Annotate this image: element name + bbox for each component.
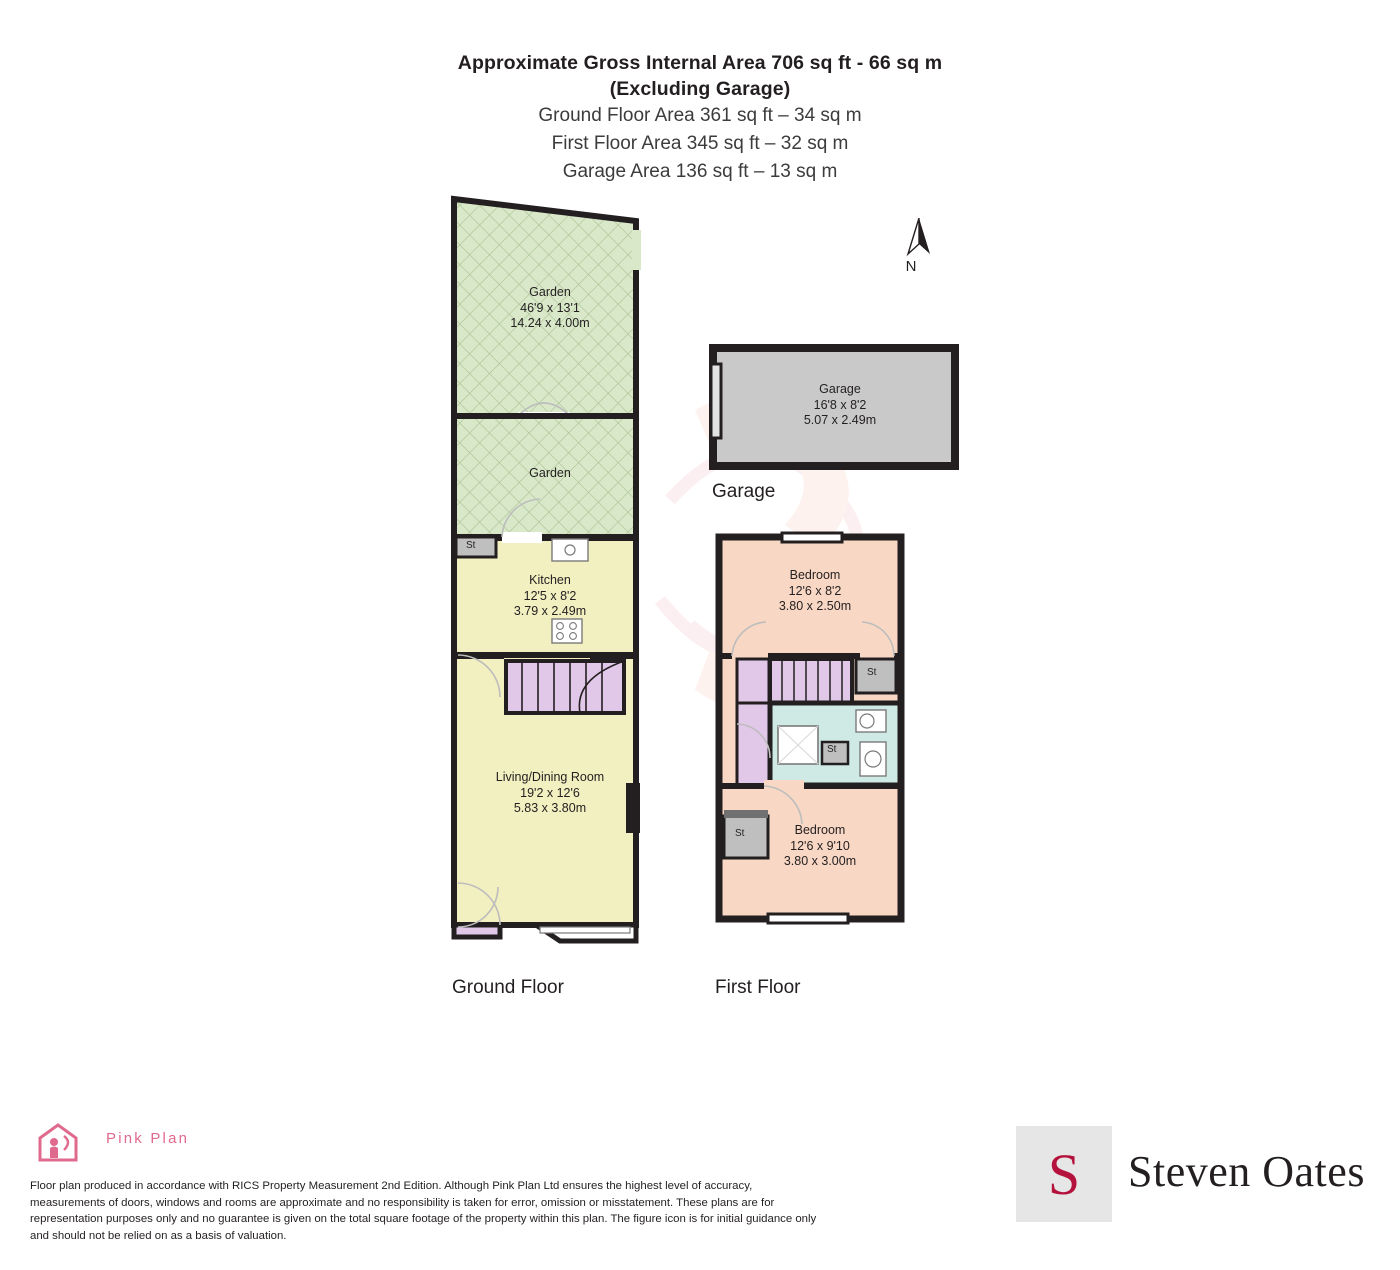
plan-header: [0, 50, 1400, 186]
caption-garage: Garage: [712, 481, 776, 502]
header-garage-area: Garage Area 136 sq ft – 13 sq m: [562, 161, 838, 182]
caption-ground-floor: Ground Floor: [452, 977, 564, 998]
header-title-line1: Approximate Gross Internal Area 706 sq ft - 66 sq m: [457, 52, 943, 74]
caption-first-floor: First Floor: [715, 977, 801, 998]
room-label-garden-lower: Garden: [529, 466, 571, 480]
storage-label-first-bedroom2: St: [735, 828, 745, 839]
storage-label-first-bath: St: [827, 744, 837, 755]
header-title-line2: (Excluding Garage): [609, 78, 791, 100]
first-floor-plan: [710, 528, 925, 928]
room-label-garden-upper: Garden 46'9 x 13'1 14.24 x 4.00m: [510, 285, 590, 330]
ground-floor-plan: [440, 185, 660, 965]
disclaimer-text: Floor plan produced in accordance with RICS Property Measurement 2nd Edition. Although Pink Plan Ltd ensures the highest level of accuracy, measurements of doors, windows and rooms are approximate and no responsibility is taken for error, omission or misstatement. These plans are for representation purposes only and no guarantee is given on the total square footage of the property within this plan. The figure icon is for initial guidance only and should not be relied on as a basis of valuation.: [30, 1180, 817, 1242]
compass-north-label: N: [905, 258, 917, 275]
compass: [898, 218, 940, 280]
storage-label-ground-kitchen: St: [466, 540, 476, 551]
room-label-kitchen: Kitchen 12'5 x 8'2 3.79 x 2.49m: [513, 573, 587, 618]
brand-mark: S: [1047, 1141, 1081, 1207]
room-label-garage: Garage 16'8 x 8'2 5.07 x 2.49m: [803, 382, 877, 427]
header-first-area: First Floor Area 345 sq ft – 32 sq m: [551, 133, 849, 154]
garage-plan: [705, 340, 965, 475]
brand-name: Steven Oates: [1128, 1147, 1365, 1196]
pink-plan-label: Pink Plan: [106, 1130, 190, 1147]
brand-logo: [1016, 1126, 1376, 1222]
storage-label-first-landing: St: [867, 667, 877, 678]
room-label-bedroom-2: Bedroom 12'6 x 9'10 3.80 x 3.00m: [783, 823, 857, 868]
compass-needle-icon: [906, 218, 932, 258]
pink-plan-logo: [30, 1120, 350, 1162]
room-label-bedroom-1: Bedroom 12'6 x 8'2 3.80 x 2.50m: [778, 568, 852, 613]
house-icon: [30, 1120, 86, 1164]
header-ground-area: Ground Floor Area 361 sq ft – 34 sq m: [538, 105, 862, 126]
room-label-living-dining: Living/Dining Room 19'2 x 12'6 5.83 x 3.80m: [495, 770, 605, 815]
